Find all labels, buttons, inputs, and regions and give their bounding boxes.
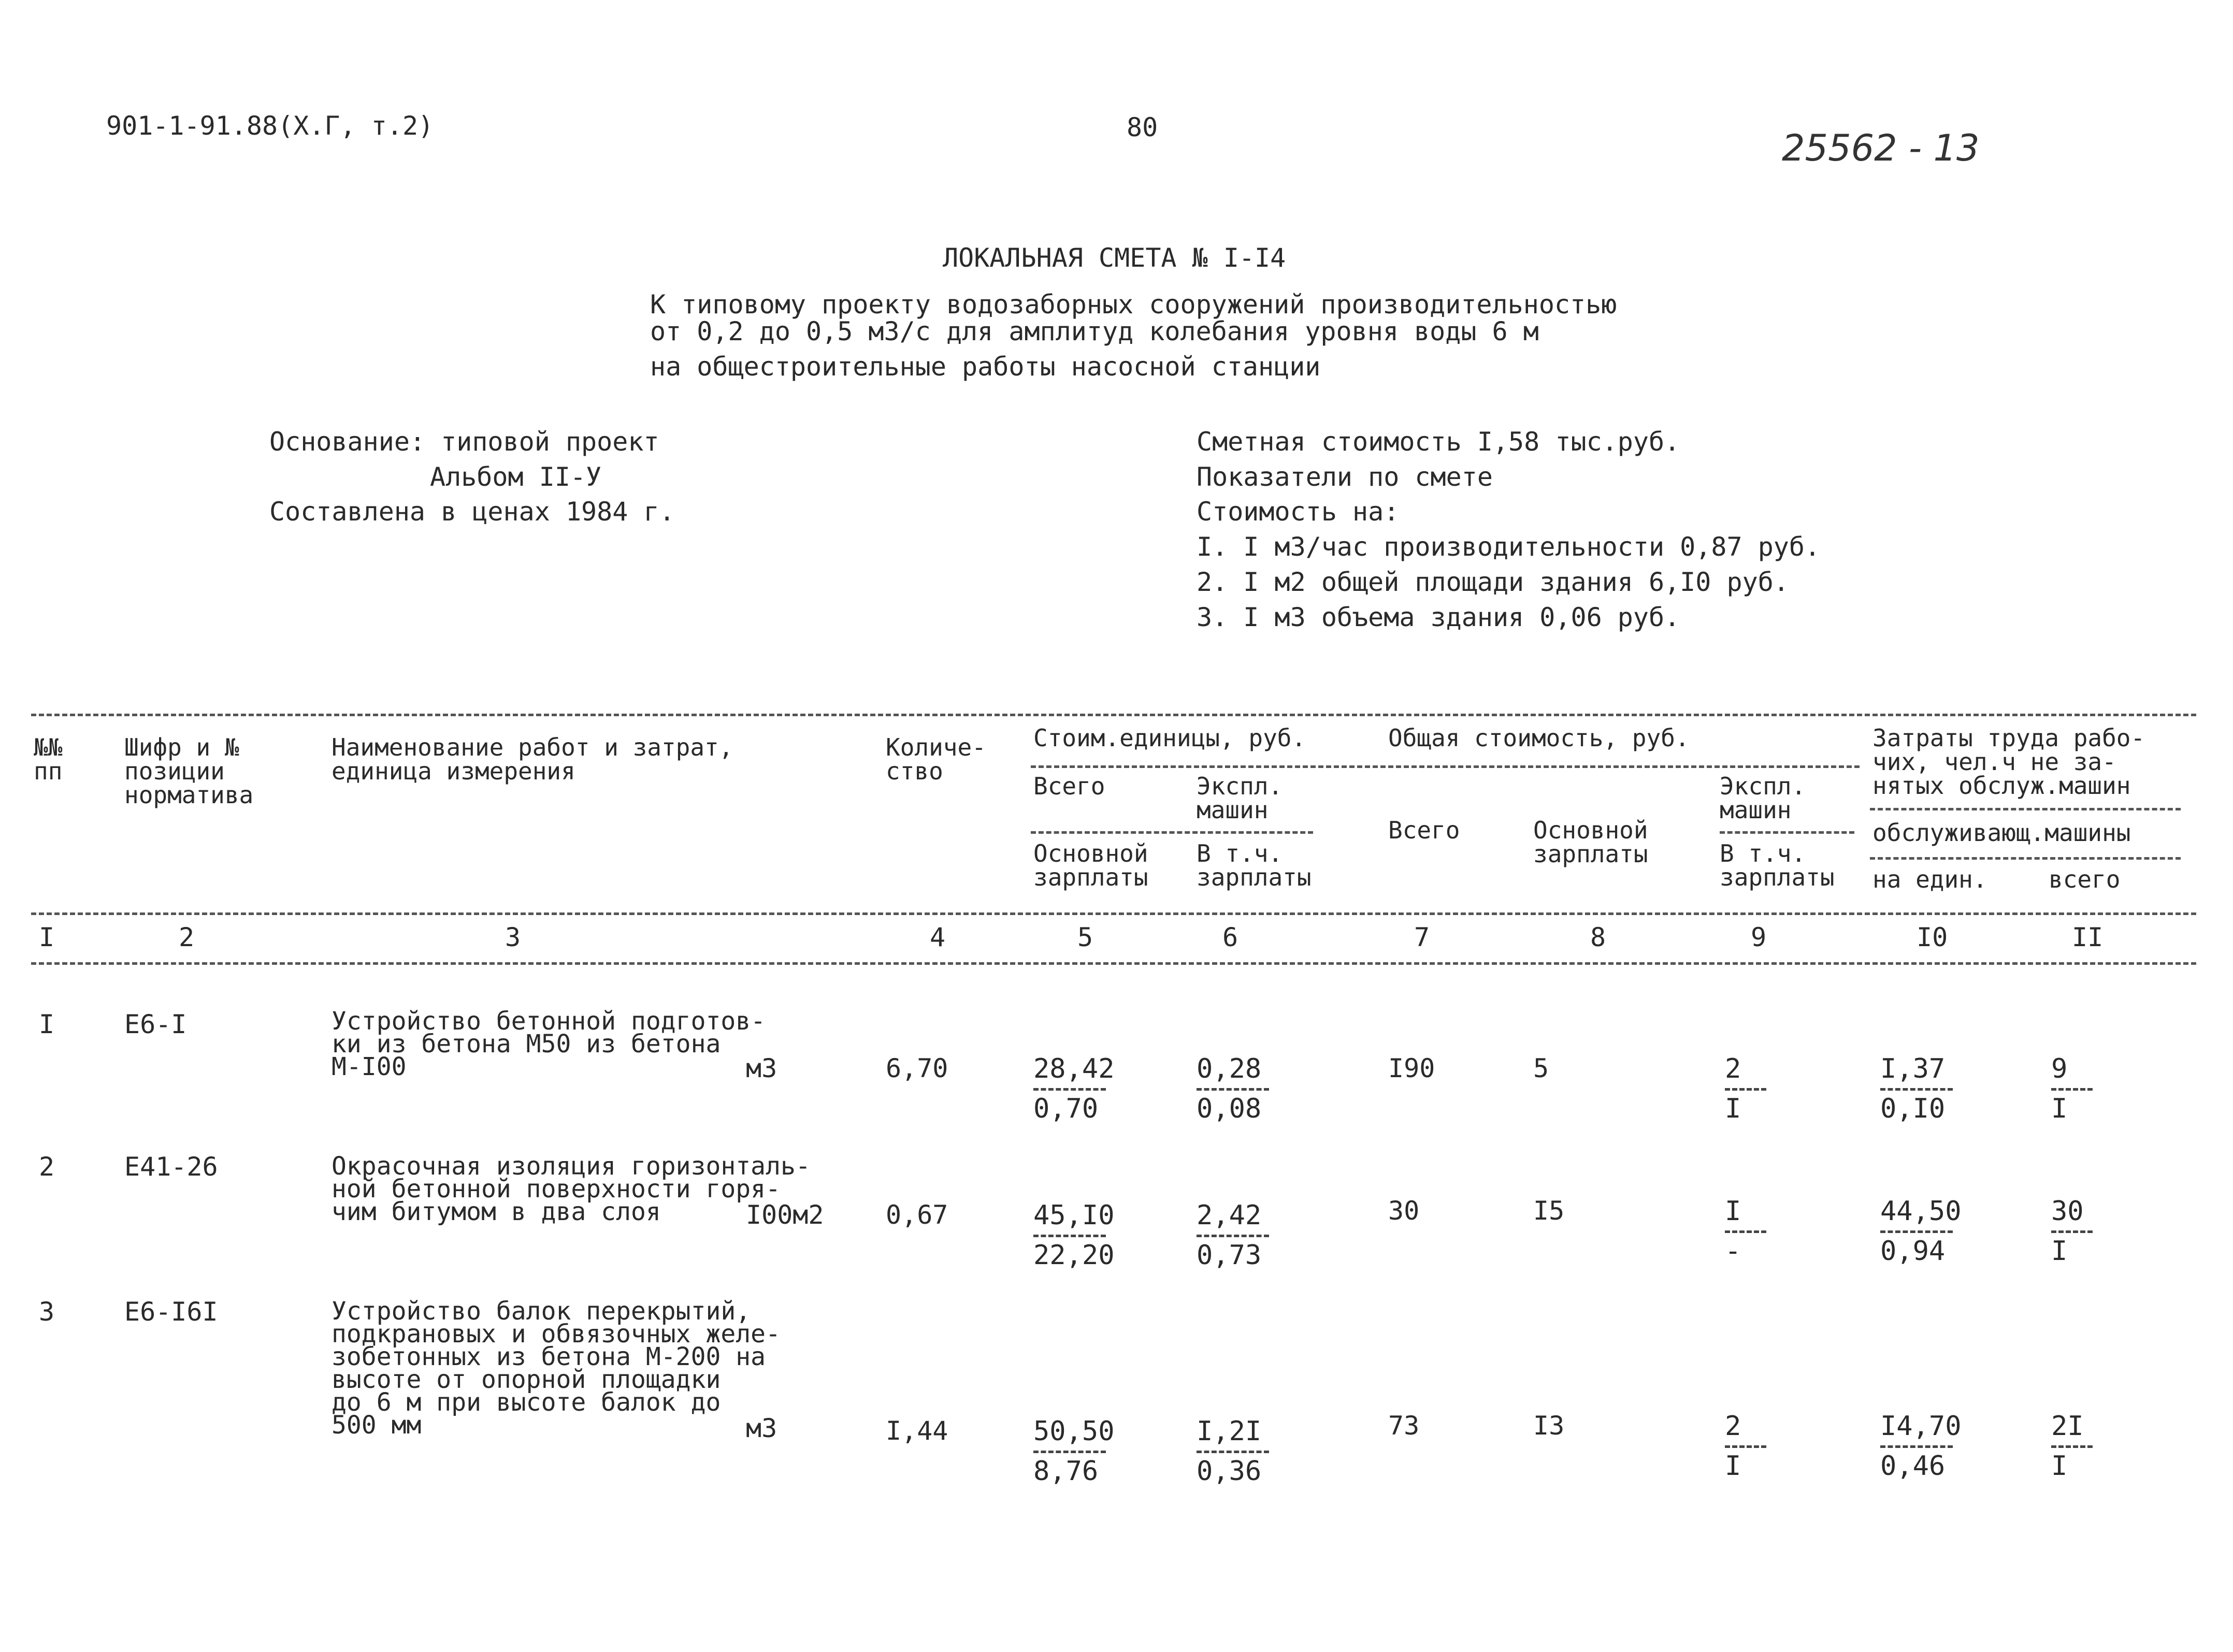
row-work-name: Устройство бетонной подготов- ки из бетона М50 из бетона М-I00 bbox=[332, 1007, 766, 1081]
unit-machines-value: 0,28 bbox=[1197, 1053, 1262, 1084]
unit-total-value: 50,50 bbox=[1033, 1416, 1115, 1447]
fraction-bar bbox=[1880, 1088, 1953, 1091]
row-total-all: 30 bbox=[1388, 1196, 1420, 1226]
fraction-bar bbox=[1197, 1088, 1269, 1091]
labor-total-top: 9 bbox=[2051, 1053, 2068, 1084]
header-total-incl-wage: В т.ч. зарплаты bbox=[1720, 839, 1835, 891]
row-labor-total-fraction bbox=[2051, 1411, 2093, 1481]
header-labor-per-unit: на един. bbox=[1872, 865, 1987, 893]
header-quantity: Количе- ство bbox=[886, 733, 986, 785]
row-code: Е41-26 bbox=[124, 1152, 218, 1182]
basis-line-3: Составлена в ценах 1984 г. bbox=[269, 497, 675, 527]
row-work-name: Устройство балок перекрытий, подкрановых и обвязочных желе- зобетонных из бетона М-200 на высоте от опорной площадки до 6 м при высоте балок до 500 мм bbox=[332, 1297, 781, 1440]
column-number: 4 bbox=[930, 922, 946, 952]
fraction-bar bbox=[1725, 1445, 1766, 1448]
unit-base-wage-value: 22,20 bbox=[1033, 1240, 1115, 1271]
summary-line-4: I. I м3/час производительности 0,87 руб. bbox=[1197, 532, 1821, 562]
summary-line-6: 3. I м3 объема здания 0,06 руб. bbox=[1197, 602, 1680, 632]
row-labor-per-unit-fraction bbox=[1880, 1196, 1962, 1266]
header-subrule-labor-2 bbox=[1870, 857, 2181, 860]
row-code: Е6-I6I bbox=[124, 1297, 218, 1327]
basis-line-2: Альбом II-У bbox=[430, 462, 602, 492]
column-number: I0 bbox=[1917, 922, 1948, 952]
row-total-all: 73 bbox=[1388, 1411, 1420, 1441]
unit-incl-wage-value: 0,36 bbox=[1197, 1456, 1262, 1487]
total-incl-wage-value: I bbox=[1725, 1451, 1741, 1482]
column-number: 5 bbox=[1077, 922, 1093, 952]
summary-line-2: Показатели по смете bbox=[1197, 462, 1493, 492]
labor-per-unit-bottom: 0,46 bbox=[1880, 1451, 1946, 1482]
title-line-2: от 0,2 до 0,5 м3/с для амплитуд колебания уровня воды 6 м bbox=[650, 316, 1539, 346]
row-total-base-wage: I3 bbox=[1533, 1411, 1565, 1441]
row-unit-machines-fraction bbox=[1197, 1416, 1269, 1486]
summary-line-1: Сметная стоимость I,58 тыс.руб. bbox=[1197, 427, 1680, 457]
page-number: 80 bbox=[1127, 112, 1158, 142]
row-total-machines-fraction bbox=[1725, 1411, 1766, 1481]
header-total-base-wage: Основной зарплаты bbox=[1533, 816, 1648, 868]
row-unit-machines-fraction bbox=[1197, 1054, 1269, 1124]
summary-line-5: 2. I м2 общей площади здания 6,I0 руб. bbox=[1197, 567, 1789, 597]
column-number: 2 bbox=[179, 922, 195, 952]
row-quantity: 0,67 bbox=[886, 1200, 948, 1230]
unit-total-value: 45,I0 bbox=[1033, 1200, 1115, 1231]
row-total-base-wage: 5 bbox=[1533, 1053, 1549, 1083]
row-labor-total-fraction bbox=[2051, 1196, 2093, 1266]
estimate-heading: ЛОКАЛЬНАЯ СМЕТА № I-I4 bbox=[943, 243, 1286, 273]
header-labor-total: всего bbox=[2049, 865, 2121, 893]
row-unit-cost-fraction bbox=[1033, 1416, 1115, 1486]
header-subrule-labor-1 bbox=[1870, 808, 2181, 810]
labor-total-bottom: I bbox=[2051, 1236, 2068, 1267]
column-number: 3 bbox=[505, 922, 521, 952]
header-labor-machines: обслуживающ.машины bbox=[1872, 819, 2131, 847]
row-total-machines-fraction bbox=[1725, 1196, 1766, 1266]
header-work-name: Наименование работ и затрат, единица измерения bbox=[332, 733, 733, 785]
unit-machines-value: 2,42 bbox=[1197, 1200, 1262, 1231]
unit-base-wage-value: 8,76 bbox=[1033, 1456, 1099, 1487]
unit-incl-wage-value: 0,08 bbox=[1197, 1093, 1262, 1124]
row-unit-cost-fraction bbox=[1033, 1054, 1115, 1124]
row-unit: I00м2 bbox=[746, 1200, 824, 1230]
header-total-cost: Общая стоимость, руб. bbox=[1388, 724, 1690, 752]
header-unit-machines: Экспл. машин bbox=[1197, 772, 1283, 824]
document-code: 901-1-91.88(X.Г, т.2) bbox=[106, 111, 434, 141]
fraction-bar bbox=[1033, 1451, 1106, 1453]
header-row-number: №№ пп bbox=[34, 733, 63, 785]
labor-total-bottom: I bbox=[2051, 1451, 2068, 1482]
column-numbers-rule bbox=[31, 962, 2196, 965]
row-total-all: I90 bbox=[1388, 1053, 1435, 1083]
column-number: II bbox=[2072, 922, 2104, 952]
row-unit: м3 bbox=[746, 1413, 777, 1443]
header-unit-incl-wage: В т.ч. зарплаты bbox=[1197, 839, 1312, 891]
fraction-bar bbox=[1033, 1088, 1106, 1091]
labor-per-unit-bottom: 0,I0 bbox=[1880, 1093, 1946, 1124]
fraction-bar bbox=[2051, 1088, 2093, 1091]
header-bottom-rule bbox=[31, 912, 2196, 915]
fraction-bar bbox=[1725, 1088, 1766, 1091]
header-labor: Затраты труда рабо- чих, чел.ч не за- нятых обслуж.машин bbox=[1872, 724, 2145, 800]
unit-base-wage-value: 0,70 bbox=[1033, 1093, 1099, 1124]
column-number: 7 bbox=[1414, 922, 1430, 952]
header-subrule-unit bbox=[1031, 765, 1860, 768]
row-quantity: I,44 bbox=[886, 1416, 948, 1446]
title-line-1: К типовому проекту водозаборных сооружений производительностью bbox=[650, 289, 1617, 320]
header-code: Шифр и № позиции норматива bbox=[124, 733, 254, 809]
header-unit-base-wage: Основной зарплаты bbox=[1033, 839, 1148, 891]
fraction-bar bbox=[1033, 1235, 1106, 1237]
header-subrule-machines bbox=[1031, 831, 1313, 834]
fraction-bar bbox=[1880, 1445, 1953, 1448]
handwritten-number: 25562 - 13 bbox=[1782, 127, 1980, 169]
summary-line-3: Стоимость на: bbox=[1197, 497, 1400, 527]
row-number: 2 bbox=[39, 1152, 55, 1182]
row-labor-per-unit-fraction bbox=[1880, 1411, 1962, 1481]
row-unit: м3 bbox=[746, 1053, 777, 1083]
row-quantity: 6,70 bbox=[886, 1053, 948, 1083]
unit-incl-wage-value: 0,73 bbox=[1197, 1240, 1262, 1271]
total-machines-value: 2 bbox=[1725, 1411, 1741, 1442]
header-total-all: Всего bbox=[1388, 816, 1460, 844]
row-number: I bbox=[39, 1009, 55, 1039]
fraction-bar bbox=[1197, 1235, 1269, 1237]
labor-per-unit-top: I,37 bbox=[1880, 1053, 1946, 1084]
row-code: Е6-I bbox=[124, 1009, 187, 1039]
total-incl-wage-value: I bbox=[1725, 1093, 1741, 1124]
labor-total-top: 2I bbox=[2051, 1411, 2084, 1442]
total-machines-value: 2 bbox=[1725, 1053, 1741, 1084]
table-top-rule bbox=[31, 714, 2196, 716]
fraction-bar bbox=[1880, 1230, 1953, 1233]
row-labor-per-unit-fraction bbox=[1880, 1054, 1953, 1124]
row-unit-machines-fraction bbox=[1197, 1200, 1269, 1270]
row-total-machines-fraction bbox=[1725, 1054, 1766, 1124]
row-unit-cost-fraction bbox=[1033, 1200, 1115, 1270]
basis-line-1: Основание: типовой проект bbox=[269, 427, 659, 457]
fraction-bar bbox=[1725, 1230, 1766, 1233]
row-labor-total-fraction bbox=[2051, 1054, 2093, 1124]
unit-total-value: 28,42 bbox=[1033, 1053, 1115, 1084]
column-number: I bbox=[39, 922, 55, 952]
column-number: 9 bbox=[1751, 922, 1767, 952]
labor-per-unit-top: 44,50 bbox=[1880, 1196, 1962, 1227]
row-number: 3 bbox=[39, 1297, 55, 1327]
column-number: 8 bbox=[1590, 922, 1606, 952]
labor-per-unit-bottom: 0,94 bbox=[1880, 1236, 1946, 1267]
header-unit-total: Всего bbox=[1033, 772, 1105, 800]
unit-machines-value: I,2I bbox=[1197, 1416, 1262, 1447]
column-number: 6 bbox=[1222, 922, 1238, 952]
fraction-bar bbox=[2051, 1445, 2093, 1448]
total-incl-wage-value: - bbox=[1725, 1236, 1741, 1267]
header-subrule-total-machines bbox=[1720, 831, 1854, 834]
total-machines-value: I bbox=[1725, 1196, 1741, 1227]
labor-total-bottom: I bbox=[2051, 1093, 2068, 1124]
fraction-bar bbox=[1197, 1451, 1269, 1453]
row-work-name: Окрасочная изоляция горизонталь- ной бетонной поверхности горя- чим битумом в два слоя bbox=[332, 1152, 811, 1226]
labor-total-top: 30 bbox=[2051, 1196, 2084, 1227]
fraction-bar bbox=[2051, 1230, 2093, 1233]
header-total-machines: Экспл. машин bbox=[1720, 772, 1806, 824]
header-unit-cost: Стоим.единицы, руб. bbox=[1033, 724, 1306, 752]
labor-per-unit-top: I4,70 bbox=[1880, 1411, 1962, 1442]
row-total-base-wage: I5 bbox=[1533, 1196, 1565, 1226]
title-line-3: на общестроительные работы насосной станции bbox=[650, 352, 1321, 382]
